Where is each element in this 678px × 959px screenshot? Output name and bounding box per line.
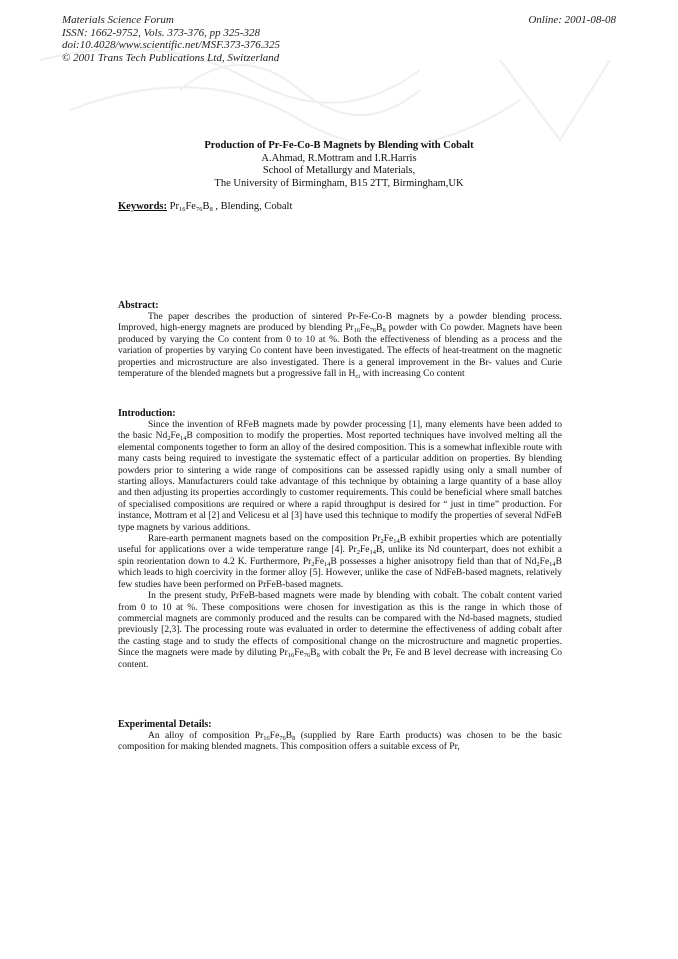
introduction-section xyxy=(118,408,562,671)
online-date: Online: 2001-08-08 xyxy=(528,14,616,26)
keywords-label: Keywords: xyxy=(118,201,167,212)
introduction-paragraph-2: Rare-earth permanent magnets based on the composition $Pr_2Fe_{14}B$ exhibit properties which are potentially useful for applications over a wide temperature range [4]. $Pr_2Fe_{14}B$, unlike its Nd counterpart, does not exhibit a spin reorientation down to 4.2 K. Furthermore, $Pr_2Fe_{14}B$ possesses a higher anisotropy field than that of $Nd_2Fe_{14}B$ which leads to high coercivity in the former alloy [5]. However, unlike the case of NdFeB-based magnets, relatively few studies have been performed on PrFeB-based magnets. xyxy=(118,534,562,590)
issn-line: ISSN: 1662-9752, Vols. 373-376, pp 325-328 xyxy=(62,26,260,39)
experimental-section xyxy=(118,719,562,754)
experimental-paragraph: An alloy of composition $Pr_{16}Fe_{76}B_8$ (supplied by Rare Earth products) was chosen to be the basic composition for making blended magnets. This composition offers a suitable excess of Pr, xyxy=(118,731,562,753)
abstract-heading: Abstract: xyxy=(118,300,159,311)
paper-title: Production of Pr-Fe-Co-B Magnets by Blending with Cobalt xyxy=(204,140,474,151)
journal-header xyxy=(62,14,280,64)
abstract-section xyxy=(118,300,562,380)
introduction-paragraph-3: In the present study, PrFeB-based magnets were made by blending with cobalt. The cobalt content varied from 0 to 10 at %. These compositions were chosen for investigation as this is the range in which those of commercial magnets are commonly produced and the results can be compared with the Nd-based magnets, studied previously [2,3]. The processing route was evaluated in order to determine the effectiveness of adding cobalt after the casting stage and to study the effects of compositional change on the microstructure and magnetic properties. Since the magnets were made by diluting $Pr_{16}Fe_{76}B_8$ with cobalt the Pr, Fe and B level decrease with increasing Co content. xyxy=(118,591,563,670)
copyright-line: © 2001 Trans Tech Publications Ltd, Switzerland xyxy=(62,51,280,64)
keywords xyxy=(118,201,292,212)
introduction-paragraph-1: Since the invention of RFeB magnets made by powder processing [1], many elements have been added to the basic $Nd_2Fe_{14}B$ composition to modify the properties. Most reported techniques have involved melting all the elemental components together to form an alloy of the desired composition. This is a somewhat inflexible route with many casts being required to investigate the systematic effect of a particular addition on properties. By blending powders prior to sintering a wide range of compositions can be assessed rapidly using only a small number of starting alloys. Manufacturers could take advantage of this technique by obtaining a large quantity of a base alloy and then adjusting its properties accordingly to customer requirements. This could be beneficial where small batches of specialised compositions are required or where a rapid throughput is desired for “ just in time” production. For instance, Mottram et al [2] and Velicesu et al [3] have used this technique to modify the properties of several NdFeB type magnets by various additions. xyxy=(118,420,562,533)
affiliation-university: The University of Birmingham, B15 2TT, Birmingham,UK xyxy=(214,177,464,189)
abstract-paragraph: The paper describes the production of sintered Pr-Fe-Co-B magnets by a powder blending process. Improved, high-energy magnets are produced by blending $Pr_{16}Fe_{76}B_8$ powder with Co powder. Magnets have been produced by varying the Co content from 0 to 10 at %. Both the effectiveness of blending as a process and the variation of properties by varying Co content have been investigated. The effects of heat-treatment on the magnetic properties and microstructure are also investigated. There is a general improvement in the Br- values and Curie temperature of the blended magnets but a progressive fall in $H_{ci}$ with increasing Co content xyxy=(118,312,562,381)
keywords-rest: , Blending, Cobalt xyxy=(212,201,293,212)
keywords-formula: $Pr_{16}Fe_{76}B_8$ xyxy=(169,201,213,213)
experimental-heading: Experimental Details: xyxy=(118,719,212,730)
authors: A.Ahmad, R.Mottram and I.R.Harris xyxy=(261,152,417,164)
introduction-heading: Introduction: xyxy=(118,408,176,419)
affiliation-department: School of Metallurgy and Materials, xyxy=(262,165,416,176)
doi-line: doi:10.4028/www.scientific.net/MSF.373-376.325 xyxy=(62,39,281,51)
title-block xyxy=(0,140,678,190)
journal-name: Materials Science Forum xyxy=(62,14,174,26)
